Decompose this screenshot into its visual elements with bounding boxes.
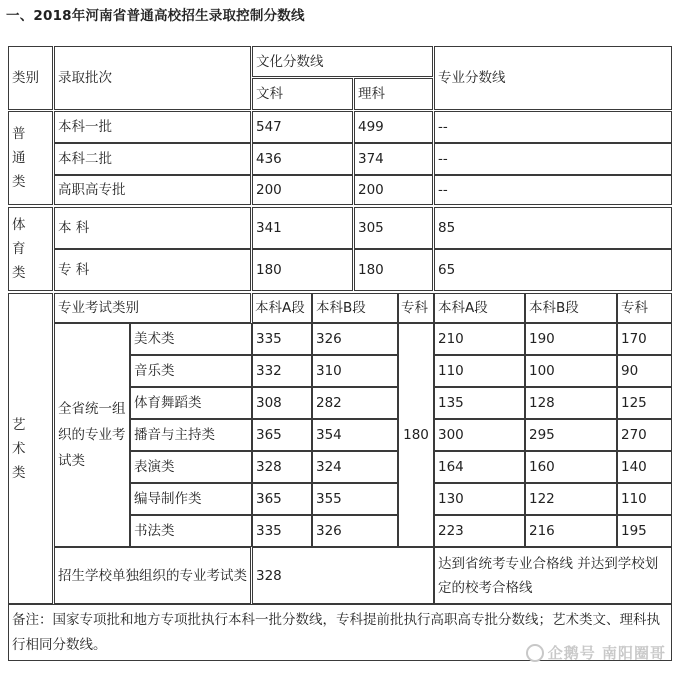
putong-batch-2: 本科二批 [54, 143, 251, 175]
tiyu-pro-1: 85 [434, 207, 672, 249]
art-row-7-pz: 195 [617, 515, 672, 547]
category-tiyu-label: 体育类 [12, 217, 26, 281]
yishu-zk-culture: 180 [398, 323, 434, 547]
tiyu-wen-2: 180 [252, 249, 353, 291]
art-row-3-name: 体育舞蹈类 [130, 387, 252, 419]
header-wenke: 文科 [252, 78, 353, 110]
art-row-2-a: 332 [252, 355, 312, 387]
art-row-4-a: 365 [252, 419, 312, 451]
tiyu-pro-2: 65 [434, 249, 672, 291]
art-row-6-b: 355 [312, 483, 398, 515]
art-row-3-pb: 128 [525, 387, 617, 419]
art-row-7-b: 326 [312, 515, 398, 547]
putong-wen-3: 200 [252, 175, 353, 205]
yishu-subheader-b2: 本科B段 [525, 293, 617, 323]
tiyu-batch-1: 本 科 [54, 207, 251, 249]
art-row-1-b: 326 [312, 323, 398, 355]
watermark-text: 企鹅号 南阳圈哥 [547, 644, 666, 662]
yishu-subheader-a1: 本科A段 [252, 293, 312, 323]
art-row-3-pa: 135 [434, 387, 525, 419]
putong-li-1: 499 [354, 111, 433, 143]
putong-li-2: 374 [354, 143, 433, 175]
yishu-subheader-zk2: 专科 [617, 293, 672, 323]
yishu-unified-label: 全省统一组织的专业考试类 [54, 323, 130, 547]
art-row-2-b: 310 [312, 355, 398, 387]
penguin-icon [526, 644, 544, 662]
art-row-5-pz: 140 [617, 451, 672, 483]
tiyu-li-1: 305 [354, 207, 433, 249]
art-row-2-name: 音乐类 [130, 355, 252, 387]
yishu-school-culture: 328 [252, 547, 434, 604]
yishu-subheader-b1: 本科B段 [312, 293, 398, 323]
tiyu-batch-2: 专 科 [54, 249, 251, 291]
putong-wen-2: 436 [252, 143, 353, 175]
art-row-6-pz: 110 [617, 483, 672, 515]
header-pro: 专业分数线 [434, 46, 672, 110]
art-row-2-pa: 110 [434, 355, 525, 387]
putong-pro-3: -- [434, 175, 672, 205]
yishu-subheader-zk1: 专科 [398, 293, 434, 323]
art-row-5-pb: 160 [525, 451, 617, 483]
header-like: 理科 [354, 78, 433, 110]
art-row-3-a: 308 [252, 387, 312, 419]
putong-batch-1: 本科一批 [54, 111, 251, 143]
yishu-subheader-category: 专业考试类别 [54, 293, 251, 323]
yishu-school-label: 招生学校单独组织的专业考试类 [54, 547, 251, 604]
category-putong [8, 111, 53, 205]
art-row-4-pa: 300 [434, 419, 525, 451]
yishu-subheader-a2: 本科A段 [434, 293, 525, 323]
page-title: 一、2018年河南省普通高校招生录取控制分数线 [6, 8, 305, 24]
art-row-5-pa: 164 [434, 451, 525, 483]
art-row-1-pz: 170 [617, 323, 672, 355]
art-row-6-a: 365 [252, 483, 312, 515]
header-batch: 录取批次 [54, 46, 251, 110]
art-row-4-pb: 295 [525, 419, 617, 451]
art-row-5-a: 328 [252, 451, 312, 483]
art-row-2-pz: 90 [617, 355, 672, 387]
yishu-school-pro: 达到省统考专业合格线 并达到学校划定的校考合格线 [434, 547, 672, 604]
note: 备注：国家专项批和地方专项批执行本科一批分数线，专科提前批执行高职高专批分数线；艺术类文、理科执行相同分数线。 [8, 604, 672, 661]
art-row-1-pb: 190 [525, 323, 617, 355]
header-culture: 文化分数线 [252, 46, 433, 77]
art-row-1-a: 335 [252, 323, 312, 355]
header-category: 类别 [8, 46, 53, 110]
art-row-4-name: 播音与主持类 [130, 419, 252, 451]
category-yishu-label: 艺术类 [12, 416, 26, 481]
watermark [526, 642, 666, 663]
art-row-1-pa: 210 [434, 323, 525, 355]
art-row-1-name: 美术类 [130, 323, 252, 355]
art-row-5-b: 324 [312, 451, 398, 483]
art-row-5-name: 表演类 [130, 451, 252, 483]
art-row-6-pb: 122 [525, 483, 617, 515]
art-row-4-b: 354 [312, 419, 398, 451]
category-yishu [8, 293, 53, 604]
art-row-3-pz: 125 [617, 387, 672, 419]
putong-pro-1: -- [434, 111, 672, 143]
art-row-7-name: 书法类 [130, 515, 252, 547]
art-row-7-pb: 216 [525, 515, 617, 547]
putong-wen-1: 547 [252, 111, 353, 143]
putong-pro-2: -- [434, 143, 672, 175]
tiyu-li-2: 180 [354, 249, 433, 291]
art-row-3-b: 282 [312, 387, 398, 419]
art-row-7-pa: 223 [434, 515, 525, 547]
art-row-6-pa: 130 [434, 483, 525, 515]
art-row-4-pz: 270 [617, 419, 672, 451]
category-tiyu [8, 207, 53, 291]
art-row-7-a: 335 [252, 515, 312, 547]
art-row-2-pb: 100 [525, 355, 617, 387]
tiyu-wen-1: 341 [252, 207, 353, 249]
category-putong-label: 普通类 [12, 126, 26, 190]
putong-li-3: 200 [354, 175, 433, 205]
putong-batch-3: 高职高专批 [54, 175, 251, 205]
art-row-6-name: 编导制作类 [130, 483, 252, 515]
